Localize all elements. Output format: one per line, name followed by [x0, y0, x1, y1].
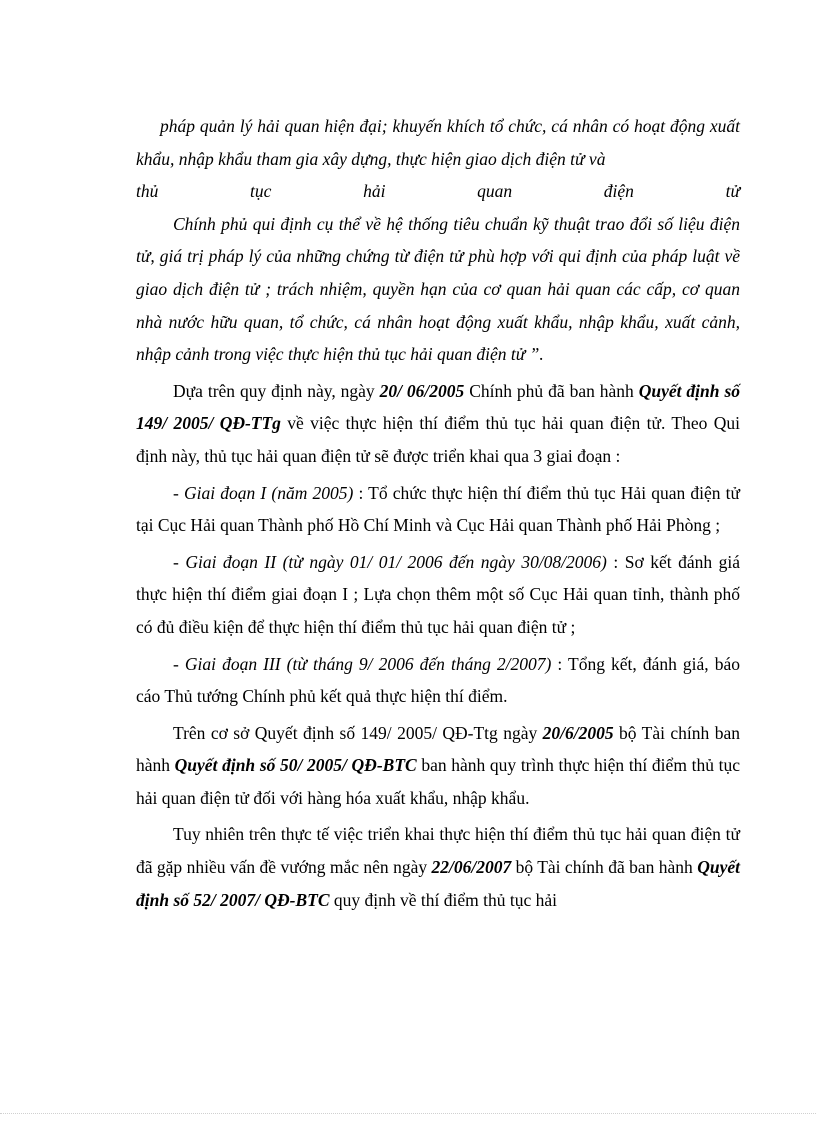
decision-reference: Quyết định số 52/ 2007/ QĐ-BTC	[136, 857, 740, 910]
phase-label: - Giai đoạn II (từ ngày 01/ 01/ 2006 đến ngày 30/08/2006)	[173, 551, 607, 572]
paragraph-basis	[136, 375, 740, 473]
phase-item-2	[136, 546, 740, 644]
text: Dựa trên quy định này, ngày	[173, 380, 380, 401]
phase-text: : Tổng kết, đánh giá, báo cáo Thủ tướng Chính phủ kết quả thực hiện thí điểm.	[136, 653, 741, 707]
text: bộ Tài chính đã ban hành	[511, 857, 698, 878]
paragraph-issues	[136, 818, 740, 916]
text: ban hành quy trình thực hiện thí điểm thủ tục hải quan điện tử đối với hàng hóa xuất khẩu, nhập khẩu.	[136, 755, 740, 808]
document-body	[136, 110, 740, 916]
phase-text: : Tổ chức thực hiện thí điểm thủ tục Hải quan điện tử tại Cục Hải quan Thành phố Hồ Chí Minh và Cục Hải quan Thành phố Hải Phòng ;	[136, 482, 741, 536]
decision-reference: Quyết định số 50/ 2005/ QĐ-BTC	[174, 755, 417, 776]
text: bộ Tài chính ban hành	[136, 722, 740, 776]
date: 20/ 06/2005	[379, 380, 465, 401]
text: Tuy nhiên trên thực tế việc triển khai thực hiện thí điểm thủ tục hải quan điện tử đã gặp nhiều vấn đề vướng mắc nên ngày	[136, 824, 740, 878]
date: 20/6/2005	[542, 722, 614, 743]
quote-paragraph-2: Chính phủ qui định cụ thể về hệ thống tiêu chuẩn kỹ thuật trao đổi số liệu điện tử, giá trị pháp lý của những chứng từ điện tử phù hợp với qui định của pháp luật về giao dịch điện tử ; trách nhiệm, quyền hạn của cơ quan hải quan các cấp, cơ quan nhà nước hữu quan, tổ chức, cá nhân hoạt động xuất khẩu, nhập khẩu, xuất cảnh, nhập cảnh trong việc thực hiện thủ tục hải quan điện tử ”.	[136, 213, 740, 365]
phase-label: - Giai đoạn I (năm 2005)	[173, 482, 354, 503]
decision-reference: Quyết định số 149/ 2005/ QĐ-TTg	[136, 380, 741, 434]
phase-item-3	[136, 648, 740, 713]
quote-paragraph-1-last-line: thủ tục hải quan điện tử	[136, 181, 740, 202]
phase-text: : Sơ kết đánh giá thực hiện thí điểm giai đoạn I ; Lựa chọn thêm một số Cục Hải quan tỉnh, thành phố có đủ điều kiện để thực hiện thí điểm thủ tục hải quan điện tử ;	[136, 551, 740, 637]
text: Chính phủ đã ban hành	[464, 380, 639, 401]
text: Trên cơ sở Quyết định số 149/ 2005/ QĐ-Ttg ngày	[173, 722, 543, 743]
page-bottom-divider	[0, 1113, 816, 1114]
text: về việc thực hiện thí điểm thủ tục hải quan điện tử. Theo Qui định này, thủ tục hải quan điện tử sẽ được triển khai qua 3 giai đoạn :	[136, 413, 740, 466]
phase-item-1	[136, 477, 740, 542]
quote-paragraph-1: pháp quản lý hải quan hiện đại; khuyến khích tổ chức, cá nhân có hoạt động xuất khẩu, nhập khẩu tham gia xây dựng, thực hiện giao dịch điện tử và	[136, 116, 740, 169]
text: quy định về thí điểm thủ tục hải	[329, 889, 557, 910]
paragraph-finance	[136, 717, 740, 815]
date: 22/06/2007	[431, 857, 512, 878]
phase-label: - Giai đoạn III (từ tháng 9/ 2006 đến tháng 2/2007)	[173, 653, 552, 674]
